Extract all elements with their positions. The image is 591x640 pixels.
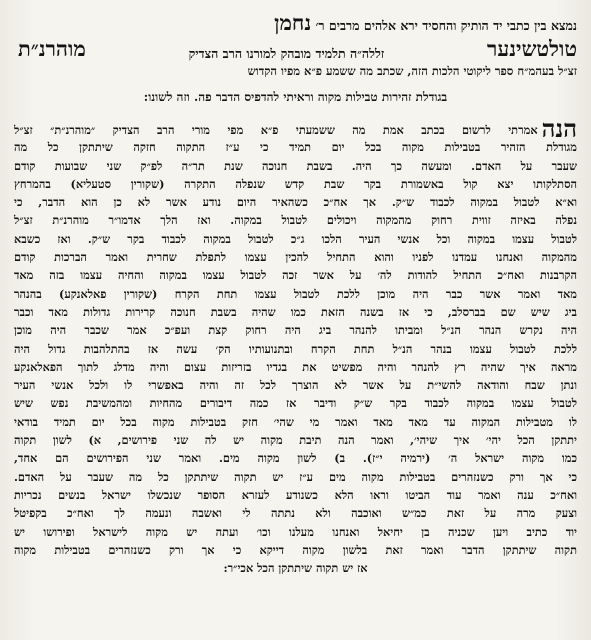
body-line: כמו מקוה ישראל ה׳ (ירמיה י״ז). ב) לשון מקוה מים. ואמר שני הפירושים הם אחד, xyxy=(14,451,577,466)
body-line: שעבר על האדם. ומעשה כך היה. בשבת חנוכה שנת תר״ה לפ״ק שני שבועות קודם xyxy=(14,158,577,173)
header-line-3: זצ״ל בעהמ״ח ספר ליקוטי הלכות הזה, שכתב מה ששמע פ״א מפיו הקדוש xyxy=(247,64,577,78)
header-line-2-text: זללה״ה תלמיד מובהק למורנו הרב הצדיק xyxy=(188,46,385,61)
body-line: ואח״כ ענה ואמר עוד הביטו וראו הלא כשנודע לעזרא הסופר שנכשלו ישראל בנשים נכריות xyxy=(14,487,577,502)
header-title-moharnat: מוהרנ״ת xyxy=(18,36,86,61)
body-line: וצעק מרה על זאת כמ״ש ואוכבה ולא נתתה לי ואשבה ונעמה לך ואח״כ בקפיטל xyxy=(14,506,577,521)
body-line: כי אך ורק כשנזהרים בטבילות מקוה מים ע״ז יש תקוה שיתתקן כל מה שעבר על האדם. xyxy=(14,469,577,484)
header-name-nachman: נחמן xyxy=(274,10,312,35)
body-line: מגודלת הזהיר בטבילות מקוה בכל יום תמיד כי ע״ז התקוה חזקה שיתתקן כל מה xyxy=(14,140,577,155)
body-line: הקרבנות ואח״כ התחיל להודות לה׳ על אשר זכה לטבול עצמו במקוה והחיה עצמו בזה מאד xyxy=(14,268,577,283)
header-line-1-text: נמצא בין כתבי יד הותיק והחסיד ירא אלהים מרבים ר׳ xyxy=(315,18,577,33)
header-line-1 xyxy=(18,10,577,36)
body-line: וא״א לטבול במקוה לכבוד ש״ק. אך אח״כ כשהאיר היום נודע אשר לא כן הוא הדבר, כי xyxy=(14,195,577,210)
header-line-4: בגודלת זהירות טבילות מקוה וראיתי להדפיס הדבר פה. וזה לשונו: xyxy=(143,90,448,104)
body-last-line: אז יש תקוה שיתתקן הכל אכי״ר: xyxy=(223,561,368,576)
drop-cap: הנה xyxy=(541,120,577,139)
header-name-tulchiner: טולטשינער xyxy=(487,36,577,61)
body-line: ביג שיש שם בברסלב, כי אז בשנה הזאת כמו שהיה בשבת חנוכה קרירות גדולות מאד וכבר xyxy=(14,304,577,319)
body-text xyxy=(14,120,577,577)
body-line: תקוה שיתתקן הדבר ואמר זאת בלשון מקוה דייקא כי אך ורק כשנזהרים בטבילות מקוה xyxy=(14,542,577,557)
header-line-2 xyxy=(18,36,577,62)
body-line: נפלה באיזה זווית רחוק מהמקוה ויכולים לטבול במקוה. ואז הלך אדמו״ר מוהרנ״ת זצ״ל xyxy=(14,213,577,228)
body-line: מראה איך שהיה רץ להנהר והיה מפשיט את בגדיו בזריזות עצום והיה מדלג לתוך הפאלאנקע xyxy=(14,359,577,374)
body-line: יתתקן הכל יהי׳ איך שיהי׳, ואמר הנה תיבת מקוה יש לה שני פירושים, א) לשון תקוה xyxy=(14,433,577,448)
body-line: לו מטבילות המקוה עד מאד מאד ואמר מי שהי׳ חזק בטבילות מקוה בכל יום תמיד בודאי xyxy=(14,414,577,429)
body-line: מאד ואמר אשר כבר היה מוכן ללכת לטבול עצמו תחת הקרח (שקורין פאלאנקע) בהנהר xyxy=(14,286,577,301)
body-line: ונתן שבח והודאה להשי״ת על אשר לא הוצרך לכל זה והיה באפשרי לו ולכל אנשי העיר xyxy=(14,378,577,393)
body-line: מהמקוה ואנחנו עמדנו לפניו והוא התחיל להכין עצמו לתפלת שחרית ואמר הברכות קודם xyxy=(14,250,577,265)
body-line: הנהאמרתי לרשום בכתב אמת מה ששמעתי פ״א מפי מורי הרב הצדיק ״מוהרנ״ת״ זצ״ל xyxy=(14,120,577,138)
body-line: ללכת לטבול עצמו בנהר הנ״ל תחת הקרח ובתנועותיו הק׳ עשה אז בהתלהבות גדול היה xyxy=(14,341,577,356)
body-line: הסתלקותו יצא קול באשמורת בקר שבת קדש שנפלה התקרה (שקורין סטעליא) בהמרחץ xyxy=(14,176,577,191)
body-line: היה נקרש הנהר הנ״ל ומביתו להנהר ביג היה רחוק קצת ועפ״כ אמר שכבר היה מוכן xyxy=(14,323,577,338)
body-line: יוד כתיב ויען שכניה בן יחיאל ואנחנו מעלנו וכו׳ ועתה יש מקוה לישראל ופירושו יש xyxy=(14,524,577,539)
body-line: לטבול עצמו במקוה וכל אנשי העיר הלכו ג״כ לטבול במקוה לכבוד בקר ש״ק. ואז כשבא xyxy=(14,231,577,246)
body-line: לטבול עצמו במקוה לכבוד בקר ש״ק ודיבר אז כמה דיבורים מהחיות ומהמשיבת נפש שיש xyxy=(14,396,577,411)
